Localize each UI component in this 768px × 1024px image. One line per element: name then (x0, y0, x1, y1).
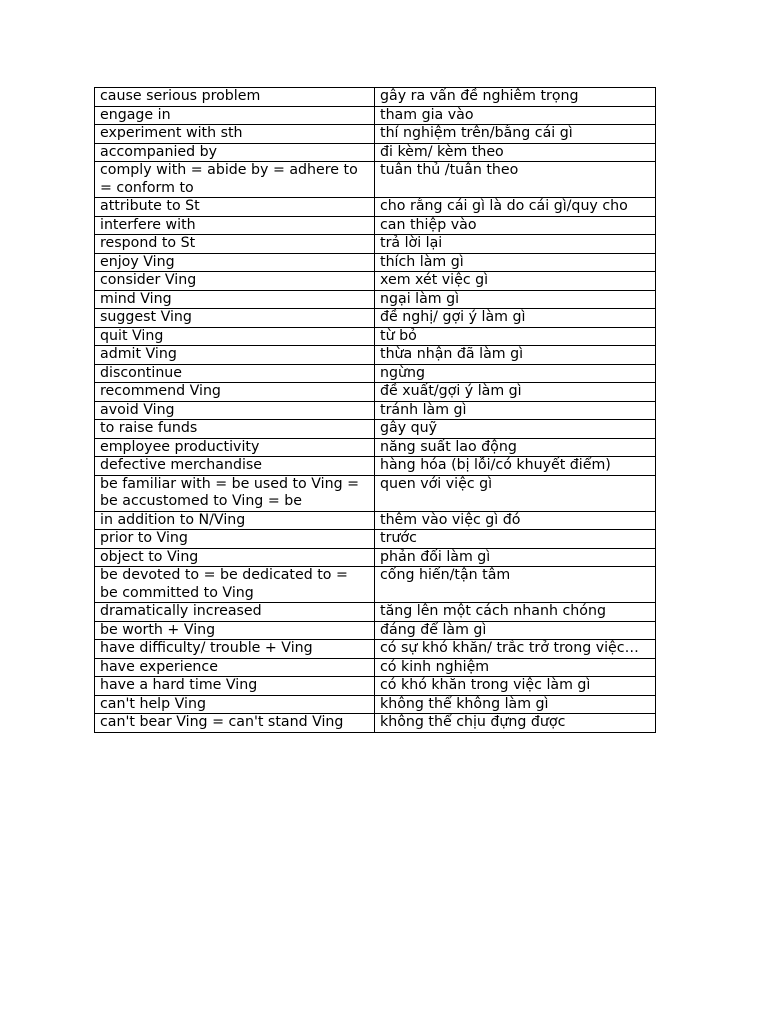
table-row (95, 603, 656, 622)
english-phrase-cell: be worth + Ving (95, 621, 375, 640)
english-phrase-cell: attribute to St (95, 198, 375, 217)
table-row (95, 658, 656, 677)
english-phrase-cell: have experience (95, 658, 375, 677)
table-row (95, 438, 656, 457)
english-phrase-cell: recommend Ving (95, 383, 375, 402)
english-phrase-cell: can't bear Ving = can't stand Ving (95, 714, 375, 733)
vietnamese-meaning-cell: không thể chịu đựng được (375, 714, 656, 733)
vietnamese-meaning-cell: gây quỹ (375, 420, 656, 439)
vietnamese-meaning-cell: xem xét việc gì (375, 272, 656, 291)
table-row (95, 346, 656, 365)
table-row (95, 143, 656, 162)
table-row (95, 162, 656, 198)
table-row (95, 621, 656, 640)
table-row (95, 548, 656, 567)
english-phrase-cell: suggest Ving (95, 309, 375, 328)
vietnamese-meaning-cell: hàng hóa (bị lỗi/có khuyết điểm) (375, 457, 656, 476)
vietnamese-meaning-cell: phản đối làm gì (375, 548, 656, 567)
english-phrase-cell: have difficulty/ trouble + Ving (95, 640, 375, 659)
table-row (95, 125, 656, 144)
table-row (95, 530, 656, 549)
table-row (95, 309, 656, 328)
vietnamese-meaning-cell: tham gia vào (375, 106, 656, 125)
vietnamese-meaning-cell: tăng lên một cách nhanh chóng (375, 603, 656, 622)
english-phrase-cell: cause serious problem (95, 88, 375, 107)
vietnamese-meaning-cell: gây ra vấn đề nghiêm trọng (375, 88, 656, 107)
vietnamese-meaning-cell: thừa nhận đã làm gì (375, 346, 656, 365)
english-phrase-cell: mind Ving (95, 290, 375, 309)
english-phrase-cell: dramatically increased (95, 603, 375, 622)
english-phrase-cell: employee productivity (95, 438, 375, 457)
table-row (95, 364, 656, 383)
vietnamese-meaning-cell: đi kèm/ kèm theo (375, 143, 656, 162)
english-phrase-cell: be devoted to = be dedicated to = be committed to Ving (95, 567, 375, 603)
vietnamese-meaning-cell: không thể không làm gì (375, 695, 656, 714)
vietnamese-meaning-cell: cho rằng cái gì là do cái gì/quy cho (375, 198, 656, 217)
english-phrase-cell: object to Ving (95, 548, 375, 567)
table-row (95, 567, 656, 603)
vietnamese-meaning-cell: có kinh nghiệm (375, 658, 656, 677)
english-phrase-cell: in addition to N/Ving (95, 511, 375, 530)
table-row (95, 511, 656, 530)
vietnamese-meaning-cell: trả lời lại (375, 235, 656, 254)
english-phrase-cell: engage in (95, 106, 375, 125)
english-phrase-cell: prior to Ving (95, 530, 375, 549)
table-row (95, 327, 656, 346)
english-phrase-cell: enjoy Ving (95, 253, 375, 272)
vietnamese-meaning-cell: có sự khó khăn/ trắc trở trong việc… (375, 640, 656, 659)
english-phrase-cell: interfere with (95, 216, 375, 235)
table-row (95, 253, 656, 272)
english-phrase-cell: discontinue (95, 364, 375, 383)
vietnamese-meaning-cell: ngại làm gì (375, 290, 656, 309)
vietnamese-meaning-cell: cống hiến/tận tâm (375, 567, 656, 603)
table-row (95, 695, 656, 714)
vietnamese-meaning-cell: thí nghiệm trên/bằng cái gì (375, 125, 656, 144)
english-phrase-cell: accompanied by (95, 143, 375, 162)
english-phrase-cell: can't help Ving (95, 695, 375, 714)
english-phrase-cell: quit Ving (95, 327, 375, 346)
table-row (95, 272, 656, 291)
table-row (95, 401, 656, 420)
vietnamese-meaning-cell: quen với việc gì (375, 475, 656, 511)
vietnamese-meaning-cell: đáng để làm gì (375, 621, 656, 640)
vietnamese-meaning-cell: thích làm gì (375, 253, 656, 272)
vietnamese-meaning-cell: can thiệp vào (375, 216, 656, 235)
table-row (95, 475, 656, 511)
vietnamese-meaning-cell: đề xuất/gợi ý làm gì (375, 383, 656, 402)
english-phrase-cell: avoid Ving (95, 401, 375, 420)
table-row (95, 457, 656, 476)
vietnamese-meaning-cell: có khó khăn trong việc làm gì (375, 677, 656, 696)
vietnamese-meaning-cell: đề nghị/ gợi ý làm gì (375, 309, 656, 328)
english-phrase-cell: experiment with sth (95, 125, 375, 144)
vietnamese-meaning-cell: tránh làm gì (375, 401, 656, 420)
english-phrase-cell: comply with = abide by = adhere to = conform to (95, 162, 375, 198)
english-phrase-cell: defective merchandise (95, 457, 375, 476)
english-phrase-cell: be familiar with = be used to Ving = be accustomed to Ving = be (95, 475, 375, 511)
table-row (95, 216, 656, 235)
english-phrase-cell: admit Ving (95, 346, 375, 365)
table-row (95, 677, 656, 696)
vocabulary-table-body (95, 88, 656, 733)
table-row (95, 235, 656, 254)
english-phrase-cell: consider Ving (95, 272, 375, 291)
table-row (95, 106, 656, 125)
vietnamese-meaning-cell: trước (375, 530, 656, 549)
table-row (95, 714, 656, 733)
vietnamese-meaning-cell: từ bỏ (375, 327, 656, 346)
table-row (95, 640, 656, 659)
vietnamese-meaning-cell: thêm vào việc gì đó (375, 511, 656, 530)
table-row (95, 383, 656, 402)
english-phrase-cell: have a hard time Ving (95, 677, 375, 696)
english-phrase-cell: respond to St (95, 235, 375, 254)
table-row (95, 420, 656, 439)
table-row (95, 88, 656, 107)
vietnamese-meaning-cell: tuân thủ /tuân theo (375, 162, 656, 198)
english-phrase-cell: to raise funds (95, 420, 375, 439)
vocabulary-table (94, 87, 656, 733)
table-row (95, 198, 656, 217)
vietnamese-meaning-cell: năng suất lao động (375, 438, 656, 457)
table-row (95, 290, 656, 309)
vietnamese-meaning-cell: ngừng (375, 364, 656, 383)
